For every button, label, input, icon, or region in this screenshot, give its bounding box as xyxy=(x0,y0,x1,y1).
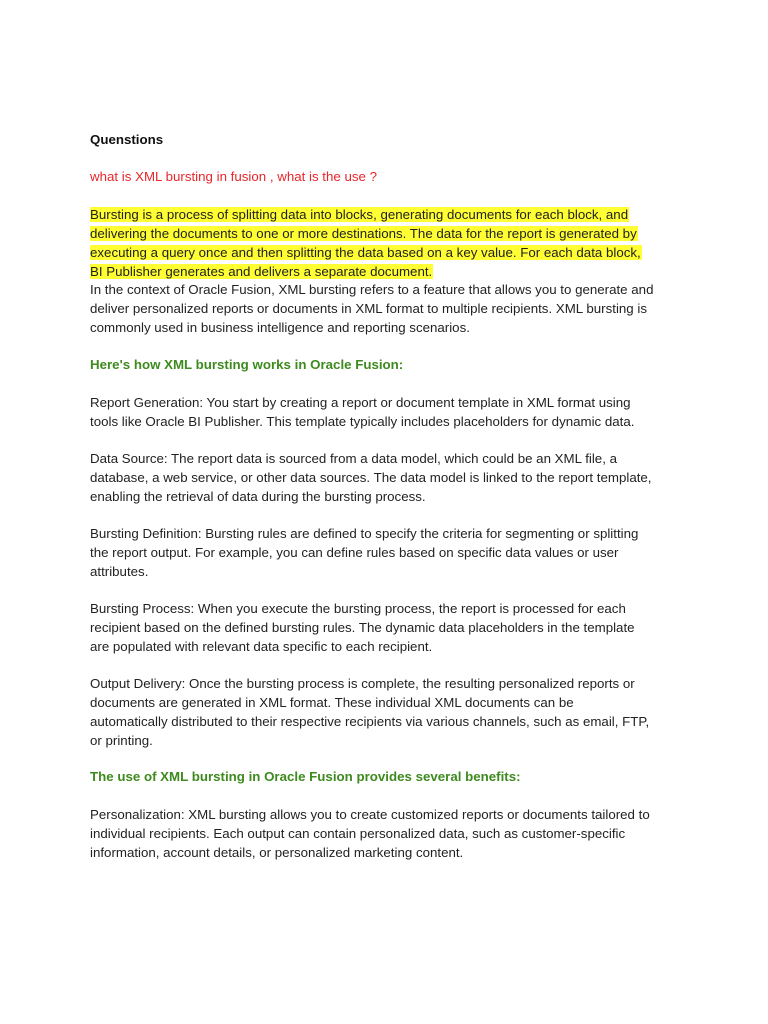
paragraph-line: Data Source: The report data is sourced from a data model, which could be an XML file, a xyxy=(90,451,617,466)
highlighted-line: Bursting is a process of splitting data into blocks, generating documents for each block, and xyxy=(90,207,629,222)
paragraph-line: Bursting Process: When you execute the bursting process, the report is processed for each xyxy=(90,601,626,616)
question-text: what is XML bursting in fusion , what is the use ? xyxy=(90,169,378,184)
highlighted-line: delivering the documents to one or more destinations. The data for the report is generated by xyxy=(90,226,637,241)
paragraph-line: database, a web service, or other data sources. The data model is linked to the report template, xyxy=(90,470,652,485)
paragraph-line: enabling the retrieval of data during the bursting process. xyxy=(90,489,426,504)
paragraph-line: commonly used in business intelligence and reporting scenarios. xyxy=(90,320,470,335)
paragraph-line: deliver personalized reports or documents in XML format to multiple recipients. XML bursting is xyxy=(90,301,647,316)
paragraph-line: tools like Oracle BI Publisher. This template typically includes placeholders for dynamic data. xyxy=(90,414,635,429)
paragraph-line: or printing. xyxy=(90,733,153,748)
paragraph-line: Personalization: XML bursting allows you to create customized reports or documents tailored to xyxy=(90,807,650,822)
heading-benefits: The use of XML bursting in Oracle Fusion provides several benefits: xyxy=(90,769,521,784)
paragraph-line: automatically distributed to their respective recipients via various channels, such as email, FTP, xyxy=(90,714,650,729)
paragraph-line: Output Delivery: Once the bursting process is complete, the resulting personalized reports or xyxy=(90,676,635,691)
paragraph-line: attributes. xyxy=(90,564,149,579)
paragraph-line: individual recipients. Each output can contain personalized data, such as customer-specific xyxy=(90,826,626,841)
paragraph-line: recipient based on the defined bursting rules. The dynamic data placeholders in the template xyxy=(90,620,635,635)
paragraph-line: Report Generation: You start by creating a report or document template in XML format using xyxy=(90,395,631,410)
paragraph-line: the report output. For example, you can define rules based on specific data values or user xyxy=(90,545,619,560)
paragraph-line: documents are generated in XML format. These individual XML documents can be xyxy=(90,695,574,710)
paragraph-line: information, account details, or personalized marketing content. xyxy=(90,845,464,860)
paragraph-line: In the context of Oracle Fusion, XML bursting refers to a feature that allows you to generate and xyxy=(90,282,654,297)
highlighted-line: executing a query once and then splitting the data based on a key value. For each data block, xyxy=(90,245,641,260)
highlighted-line: BI Publisher generates and delivers a separate document. xyxy=(90,264,433,279)
paragraph-line: are populated with relevant data specific to each recipient. xyxy=(90,639,433,654)
heading-how-it-works: Here's how XML bursting works in Oracle Fusion: xyxy=(90,357,404,372)
paragraph-line: Bursting Definition: Bursting rules are defined to specify the criteria for segmenting or splitting xyxy=(90,526,639,541)
document-title: Quenstions xyxy=(90,132,164,147)
